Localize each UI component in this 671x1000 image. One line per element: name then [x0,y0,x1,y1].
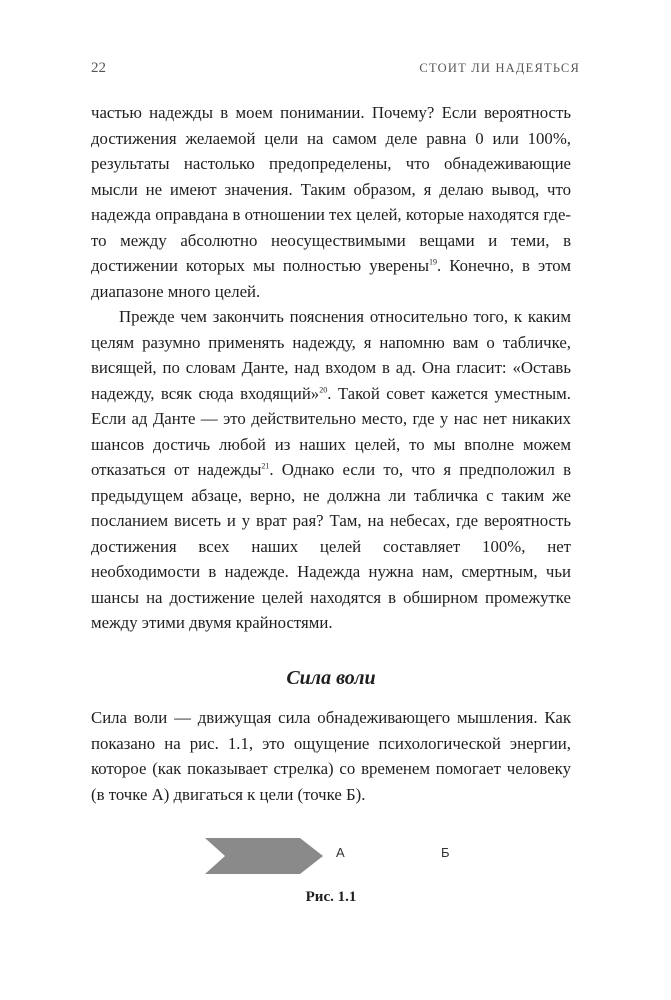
body-text [91,100,571,636]
paragraph-2 [91,304,571,636]
running-head [91,60,580,77]
running-title: СТОИТ ЛИ НАДЕЯТЬСЯ [419,61,580,75]
paragraph-1-text: частью надежды в моем понимании. Почему? Если вероятность достижения желаемой цели на самом деле равна 0 или 100%, результаты настолько предопределены, что обнадеживающие мысли не имеют значения. Таким образом, я делаю вывод, что надежда оправдана в отношении тех целей, которые находятся где-то между абсолютно неосуществимыми вещами и теми, в достижении которых мы полностью уверены [91,103,571,275]
paragraph-2-part1: Прежде чем закончить пояснения относительно того, к каким целям разумно применять надежду, я напомню вам о табличке, висящей, по словам Данте, над входом в ад. Она гласит: «Оставь надежду, всяк сюда входящий» [91,307,571,403]
paragraph-2-part3: . Однако если то, что я предположил в предыдущем абзаце, верно, не должна ли табличка с таким же посланием висеть и у врат рая? Там, на небесах, где вероятность достижения всех наших целей составляет 100%, нет необходимости в надежде. Надежда нужна нам, смертным, чьи шансы на достижение целей находятся в обширном промежутке между этими двумя крайностями. [91,460,571,632]
figure-caption: Рис. 1.1 [305,889,357,905]
point-b-label: Б [441,845,450,860]
point-a-label: А [336,845,345,860]
paragraph-1-tail: . Конечно, в этом диапазоне много целей. [91,256,571,301]
paragraph-1 [91,100,571,304]
arrow-icon [205,836,325,876]
figure-1-1 [205,836,465,876]
footnote-ref-19: 19 [429,257,437,267]
paragraph-2-part2: . Такой совет кажется уместным. Если ад Данте — это действительно место, где у нас нет никаких шансов достичь любой из наших целей, то мы вполне можем отказаться от надежды [91,383,571,479]
footnote-ref-20: 20 [319,384,328,394]
page-number: 22 [91,60,106,76]
paragraph-3: Сила воли — движущая сила обнадеживающего мышления. Как показано на рис. 1.1, это ощущение психологической энергии, которое (как показывает стрелка) со временем помогает человеку (в точке А) двигаться к цели (точке Б). [91,708,571,804]
footnote-ref-21: 21 [261,461,270,471]
section-body [91,705,571,807]
section-heading: Сила воли [286,667,376,689]
